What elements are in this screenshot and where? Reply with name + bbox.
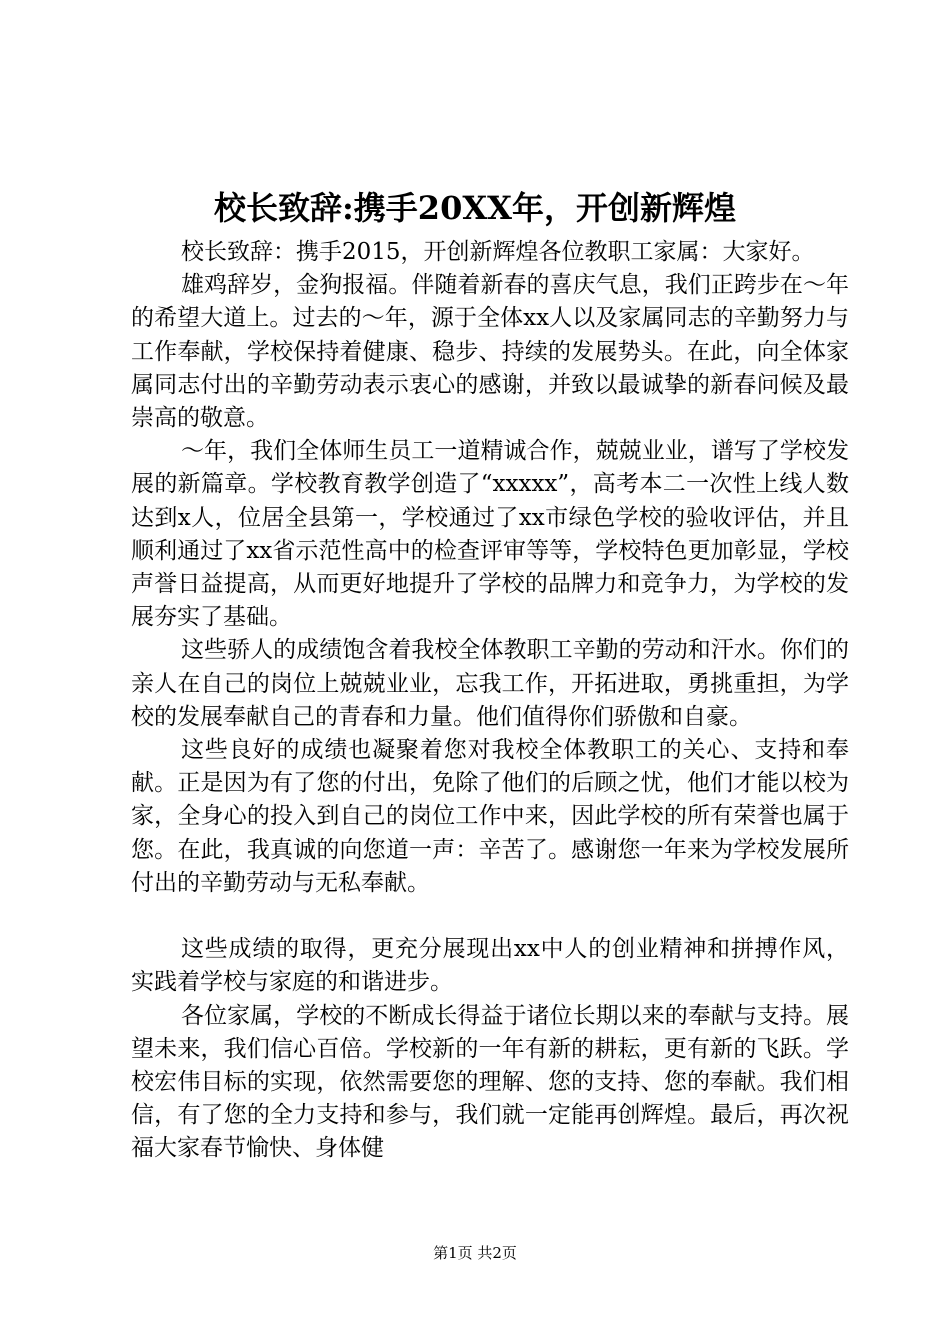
paragraph-staff-dedication: 这些骄人的成绩饱含着我校全体教职工辛勤的劳动和汗水。你们的亲人在自己的岗位上兢兢业业，忘我工作，开拓进取，勇挑重担，为学校的发展奉献自己的青春和力量。他们值得你们骄傲和自豪。 bbox=[131, 637, 849, 730]
paragraph-family-support: 这些良好的成绩也凝聚着您对我校全体教职工的关心、支持和奉献。正是因为有了您的付出，免除了他们的后顾之忧，他们才能以校为家，全身心的投入到自己的岗位工作中来，因此学校的所有荣誉也属于您。在此，我真诚的向您道一声：辛苦了。感谢您一年来为学校发展所付出的辛勤劳动与无私奉献。 bbox=[131, 737, 849, 896]
paragraph-outlook: 各位家属，学校的不断成长得益于诸位长期以来的奉献与支持。展望未来，我们信心百倍。学校新的一年有新的耕耘，更有新的飞跃。学校宏伟目标的实现，依然需要您的理解、您的支持、您的奉献。我们相信，有了您的全力支持和参与，我们就一定能再创辉煌。最后，再次祝福大家春节愉快、身体健 bbox=[131, 1002, 849, 1162]
paragraph-new-year-wishes: 雄鸡辞岁，金狗报福。伴随着新春的喜庆气息，我们正跨步在～年的希望大道上。过去的～年，源于全体xx人以及家属同志的辛勤努力与工作奉献，学校保持着健康、稳步、持续的发展势头。在此，向全体家属同志付出的辛勤劳动表示衷心的感谢，并致以最诚挚的新春问候及最崇高的敬意。 bbox=[131, 272, 849, 432]
page-number-footer: 第1页 共2页 bbox=[433, 1244, 517, 1262]
paragraph-greeting: 校长致辞：携手2015，开创新辉煌各位教职工家属：大家好。 bbox=[181, 239, 815, 265]
document-title: 校长致辞:携手20XX年，开创新辉煌 bbox=[213, 189, 736, 227]
paragraph-spirit: 这些成绩的取得，更充分展现出xx中人的创业精神和拼搏作风，实践着学校与家庭的和谐进步。 bbox=[131, 936, 849, 996]
paragraph-achievements: ～年，我们全体师生员工一道精诚合作，兢兢业业，谱写了学校发展的新篇章。学校教育教学创造了“xxxxx”，高考本二一次性上线人数达到x人，位居全县第一，学校通过了xx市绿色学校的验收评估，并且顺利通过了xx省示范性高中的检查评审等等，学校特色更加彰显，学校声誉日益提高，从而更好地提升了学校的品牌力和竞争力，为学校的发展夯实了基础。 bbox=[131, 438, 849, 631]
document-body bbox=[131, 236, 849, 1166]
